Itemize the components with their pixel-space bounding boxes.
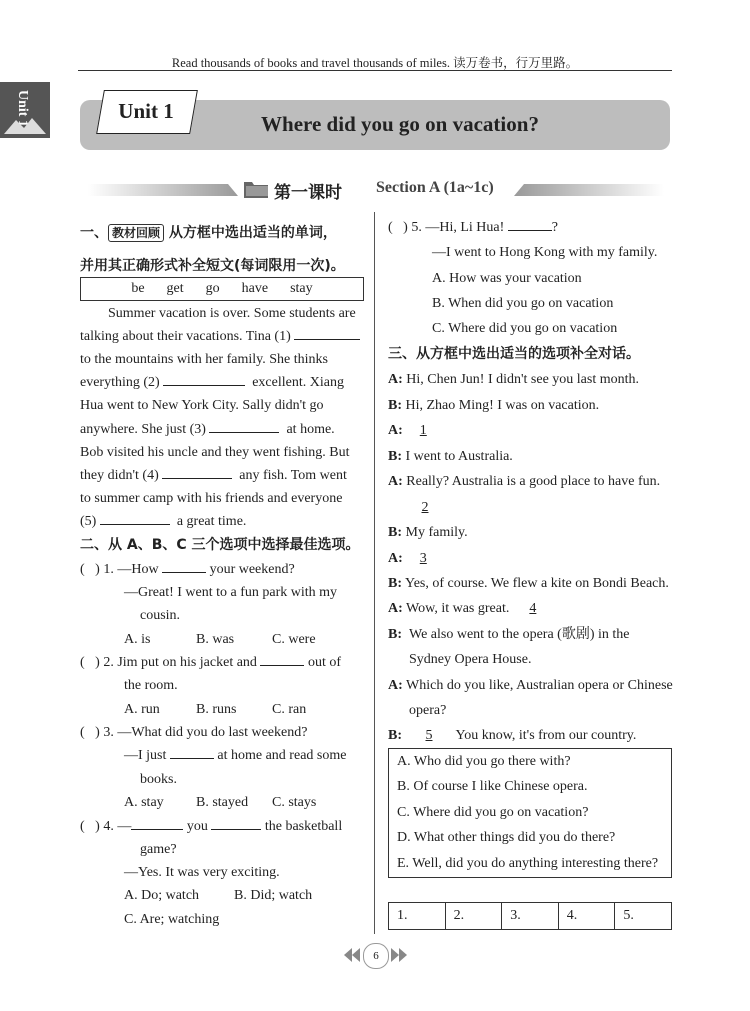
- dialog-line: B: Yes, of course. We flew a kite on Bondi Beach.: [388, 576, 669, 591]
- question-1: ( ) 1. —How your weekend?: [80, 558, 295, 581]
- passage-line: talking about their vacations. Tina (1): [80, 325, 360, 348]
- dialog-line: B: Hi, Zhao Ming! I was on vacation.: [388, 398, 600, 413]
- q5-option: B. When did you go on vacation: [432, 296, 614, 311]
- blank-5[interactable]: [100, 510, 170, 525]
- dialog-blank-3[interactable]: 3: [419, 551, 427, 566]
- dialog-blank-5[interactable]: 5: [425, 728, 433, 743]
- answer-cell[interactable]: 3.: [502, 903, 559, 929]
- folder-icon: [242, 176, 270, 200]
- side-tab: [0, 82, 50, 138]
- section-cn: 第一课时: [274, 183, 342, 203]
- q1-blank[interactable]: [162, 558, 206, 573]
- option-item: B. Of course I like Chinese opera.: [397, 779, 588, 794]
- q1-options: A. is B. was C. were: [124, 632, 316, 647]
- q4-option-c: C. Are; watching: [124, 912, 220, 927]
- q2-options: A. run B. runs C. ran: [124, 702, 307, 717]
- passage-line: Hua went to New York City. Sally didn't go: [80, 398, 324, 413]
- answer-table: [388, 902, 672, 930]
- q5-option: A. How was your vacation: [432, 271, 582, 286]
- unit-label: Unit 1: [118, 99, 174, 123]
- section-en: Section A (1a~1c): [376, 179, 494, 196]
- dialog-line: A: Really? Australia is a good place to have fun.: [388, 474, 661, 489]
- question-4: ( ) 4. — you the basketball: [80, 815, 342, 838]
- passage-line: Bob visited his uncle and they went fishing. But: [80, 445, 350, 460]
- dialog-blank-2[interactable]: 2: [421, 500, 429, 515]
- page-number: 6: [363, 943, 389, 969]
- dialog-line: B: My family.: [388, 525, 468, 540]
- mountain-icon: [4, 112, 46, 134]
- prev-arrow-icon: [342, 946, 362, 964]
- word: go: [205, 281, 220, 296]
- word: be: [131, 281, 145, 296]
- answer-cell[interactable]: 2.: [446, 903, 503, 929]
- dialog-line: opera?: [409, 703, 447, 718]
- answer-cell[interactable]: 5.: [623, 908, 634, 923]
- passage-line: anywhere. She just (3) at home.: [80, 418, 335, 441]
- dialog-line: [406, 496, 444, 519]
- textbook-review-tag: 教材回顾: [108, 224, 164, 242]
- word: get: [166, 281, 184, 296]
- q3-blank[interactable]: [170, 744, 214, 759]
- answer-cell[interactable]: 1.: [389, 903, 446, 929]
- word: stay: [290, 281, 313, 296]
- option-item: E. Well, did you do anything interesting there?: [397, 856, 659, 871]
- side-tab-label: Unit 1: [15, 90, 30, 127]
- answer-cell[interactable]: 4.: [559, 903, 616, 929]
- blank-4[interactable]: [162, 464, 232, 479]
- dialog-blank-1[interactable]: 1: [419, 423, 427, 438]
- part1-instr2: 并用其正确形式补全短文(每词限用一次)。: [80, 258, 345, 274]
- word: have: [241, 281, 269, 296]
- dialog-blank-4[interactable]: 4: [529, 601, 537, 616]
- blank-3[interactable]: [209, 418, 279, 433]
- q4-blank-1[interactable]: [131, 815, 183, 830]
- blank-1[interactable]: [294, 325, 360, 340]
- passage-line: Summer vacation is over. Some students are: [108, 306, 356, 321]
- dialog-line: A: 3: [388, 547, 440, 570]
- q3-line: books.: [140, 772, 177, 787]
- q3-line: —I just at home and read some: [124, 744, 346, 767]
- passage-line: they didn't (4) any fish. Tom went: [80, 464, 347, 487]
- q5-line: —I went to Hong Kong with my family.: [432, 245, 658, 260]
- passage-line: to the mountains with her family. She thinks: [80, 352, 328, 367]
- passage-line: to summer camp with his friends and everyone: [80, 491, 343, 506]
- dialog-line: Sydney Opera House.: [409, 652, 532, 667]
- question-5: ( ) 5. —Hi, Li Hua! ?: [388, 216, 558, 239]
- q4-blank-2[interactable]: [211, 815, 261, 830]
- header-rule: [78, 70, 672, 71]
- passage-line: (5) a great time.: [80, 510, 246, 533]
- q3-options: A. stay B. stayed C. stays: [124, 795, 317, 810]
- q5-option: C. Where did you go on vacation: [432, 321, 618, 336]
- q5-blank[interactable]: [508, 216, 552, 231]
- column-divider: [374, 212, 375, 934]
- dialog-line: B: We also went to the opera (歌剧) in the: [388, 627, 630, 642]
- part1-heading: 一、 教材回顾 从方框中选出适当的单词，: [80, 225, 337, 241]
- option-item: A. Who did you go there with?: [397, 754, 571, 769]
- option-item: C. Where did you go on vacation?: [397, 805, 589, 820]
- q2-line: the room.: [124, 678, 178, 693]
- dialog-line: A: Wow, it was great. 4: [388, 597, 553, 620]
- dialog-line: B: 5 You know, it's from our country.: [388, 724, 636, 747]
- q1-line: cousin.: [140, 608, 181, 623]
- question-2: ( ) 2. Jim put on his jacket and out of: [80, 651, 341, 674]
- dialog-line: A: 1: [388, 419, 440, 442]
- next-arrow-icon: [389, 946, 409, 964]
- passage-line: everything (2) excellent. Xiang: [80, 371, 344, 394]
- question-3: ( ) 3. —What did you do last weekend?: [80, 725, 308, 740]
- dialog-line: A: Which do you like, Australian opera or Chinese: [388, 678, 673, 693]
- option-item: D. What other things did you do there?: [397, 830, 616, 845]
- part2-heading: 二、从 A、B、C 三个选项中选择最佳选项。: [80, 537, 360, 553]
- part3-heading: 三、从方框中选出适当的选项补全对话。: [388, 346, 640, 362]
- q4-options: A. Do; watch B. Did; watch: [124, 888, 313, 903]
- q4-line: —Yes. It was very exciting.: [124, 865, 280, 880]
- blank-2[interactable]: [163, 371, 245, 386]
- header-motto: Read thousands of books and travel thousands of miles. 读万卷书，行万里路。: [171, 56, 579, 70]
- q1-line: —Great! I went to a fun park with my: [124, 585, 338, 600]
- q2-blank[interactable]: [260, 651, 304, 666]
- word-box: [80, 277, 364, 301]
- unit-title: Where did you go on vacation?: [261, 112, 539, 136]
- dialog-line: B: I went to Australia.: [388, 449, 513, 464]
- dialog-line: A: Hi, Chen Jun! I didn't see you last month.: [388, 372, 640, 387]
- q4-line: game?: [140, 842, 177, 857]
